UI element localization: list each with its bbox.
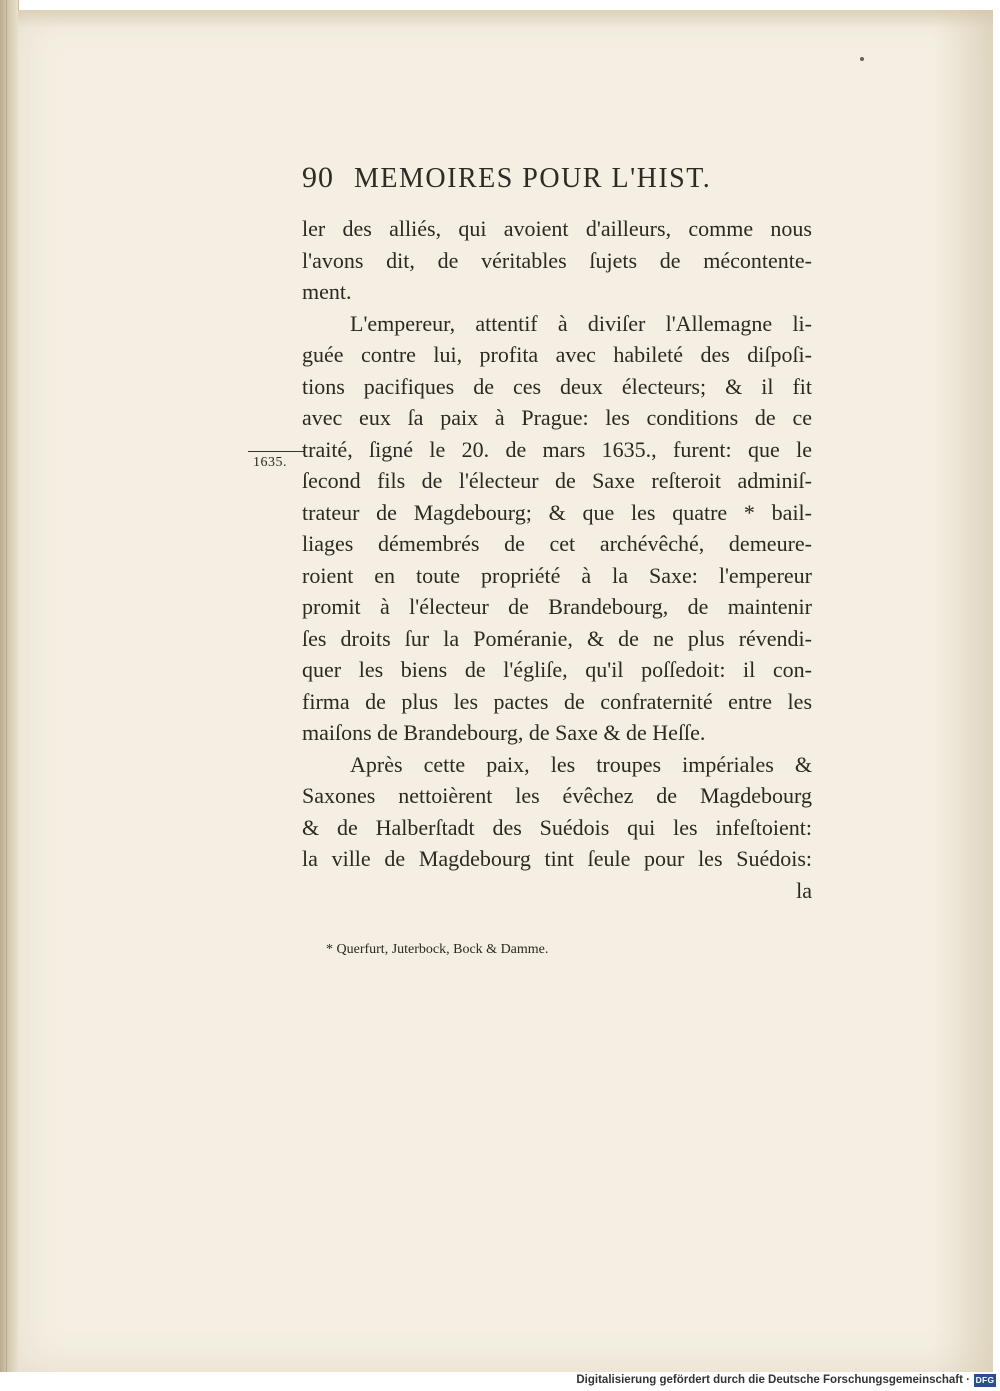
text-line: quer les biens de l'égliſe, qu'il poſſedoit: il con- (302, 657, 812, 682)
book-spine-edge (0, 0, 19, 1372)
ink-dot-mark (860, 57, 864, 61)
page-top-shadow (18, 10, 993, 28)
text-line: ler des alliés, qui avoient d'ailleurs, comme nous (302, 216, 812, 241)
text-line: liages démembrés de cet archévêché, demeure- (302, 531, 812, 556)
text-line: guée contre lui, profita avec habileté des diſpoſi- (302, 342, 812, 367)
catchword: la (796, 877, 812, 903)
text-line: la ville de Magdebourg tint ſeule pour les Suédois: (302, 846, 812, 871)
text-line: ſes droits ſur la Poméranie, & de ne plus révendi- (302, 625, 812, 651)
text-line: ſecond fils de l'électeur de Saxe reſteroit adminiſ- (302, 468, 812, 493)
digitization-credit: Digitalisierung gefördert durch die Deutsche Forschungsgemeinschaft · (576, 1374, 970, 1386)
text-line: tions pacifiques de ces deux électeurs; & il fit (302, 373, 812, 399)
page-right-shadow (933, 10, 993, 1372)
text-line: trateur de Magdebourg; & que les quatre * bail- (302, 499, 812, 525)
text-line: traité, ſigné le 20. de mars 1635., furent: que le (302, 436, 812, 462)
dfg-logo-icon: DFG (975, 1375, 995, 1385)
footnote: * Querfurt, Juterbock, Bock & Damme. (326, 942, 549, 957)
text-line: ment. (302, 279, 352, 304)
text-line: Saxones nettoièrent les évêchez de Magdebourg (302, 783, 812, 808)
running-title: MEMOIRES POUR L'HIST. (354, 163, 712, 194)
text-line: & de Halberſtadt des Suédois qui les infeſtoient: (302, 814, 812, 840)
text-line: firma de plus les pactes de confraternité entre les (302, 688, 812, 714)
text-line: avec eux ſa paix à Prague: les conditions de ce (302, 405, 812, 430)
margin-note-year: 1635. (253, 455, 287, 470)
text-line: promit à l'électeur de Brandebourg, de maintenir (302, 594, 812, 619)
text-line: maiſons de Brandebourg, de Saxe & de Heſſe. (302, 720, 706, 745)
text-line: Après cette paix, les troupes impériales & (350, 751, 812, 777)
text-line: l'avons dit, de véritables ſujets de mécontente- (302, 247, 812, 273)
page-number: 90 (302, 161, 334, 194)
body-text (302, 213, 812, 906)
running-head (302, 161, 862, 195)
text-line: L'empereur, attentif à diviſer l'Allemagne li- (350, 310, 812, 336)
text-line: roient en toute propriété à la Saxe: l'empereur (302, 562, 812, 588)
margin-rule (248, 451, 304, 452)
